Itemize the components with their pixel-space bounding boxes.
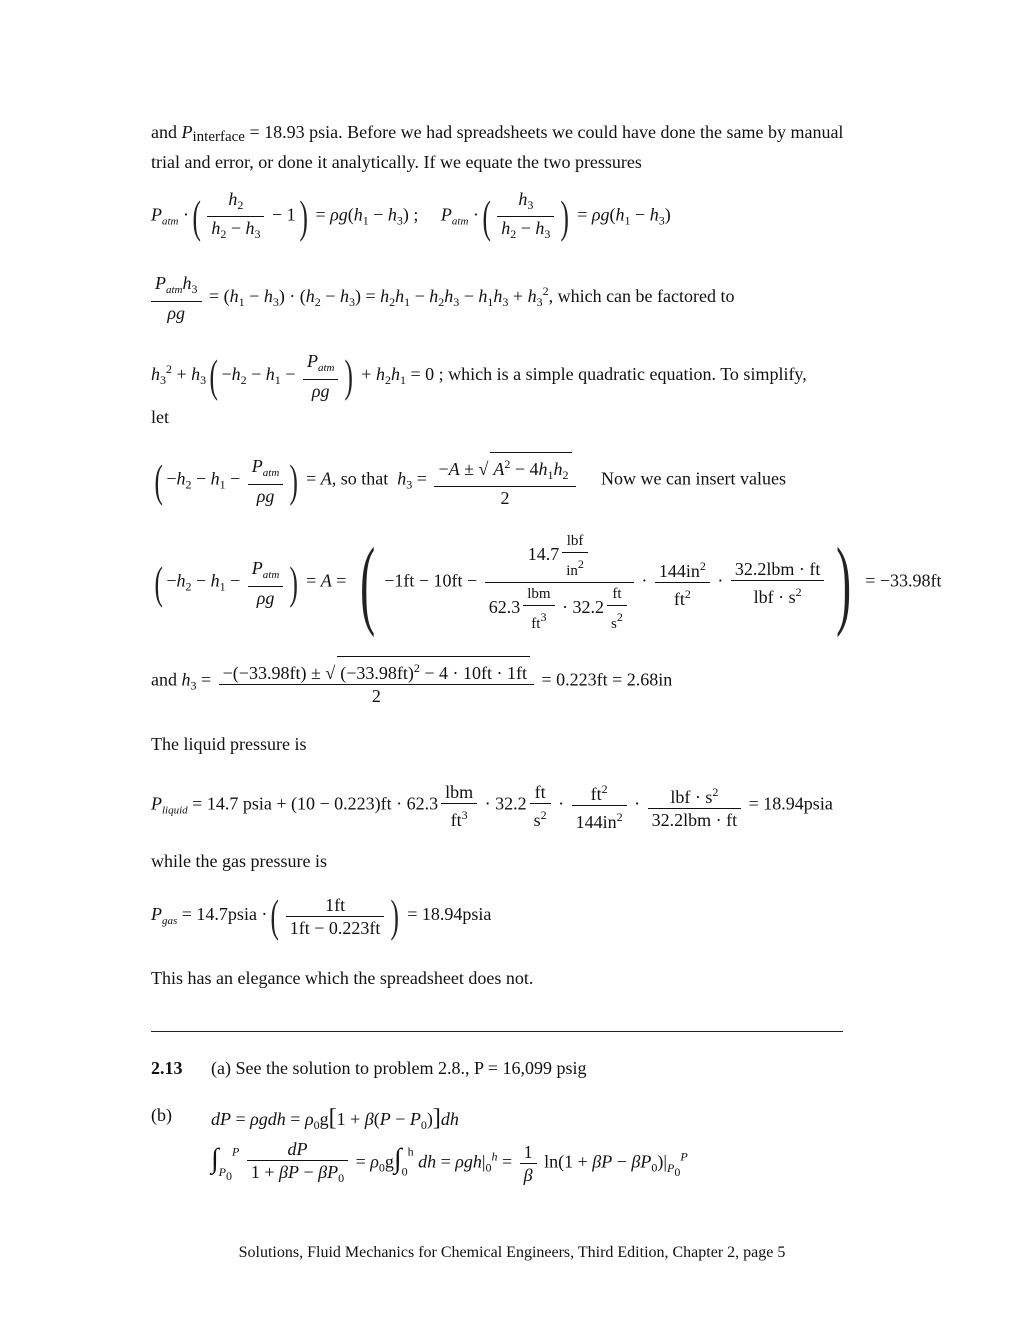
let-text: let: [151, 407, 169, 427]
problem-number: 2.13: [151, 1058, 183, 1078]
equation-gas-pressure: $P_{gas}$ = 14.7psia ·( $\frac{1ft}{1ft - 0.223ft}$ ) = 18.94psia: [151, 890, 492, 941]
equation-quadratic: $h_3^2 + h_3( -h_2 - h_1$ − $\frac{P_{atm}}{\rho g}$ ) + $h_2h_1 = 0$ ; which is a simple quadratic equation. To simplify,: [151, 350, 807, 401]
equation-factored: $\frac{P_{atm}h_3}{\rho g}$ = $(h_1 - h_3) \cdot (h_2 - h_3) = h_2h_1 - h_2h_3 - h_1h_3 + h_3^2$, which can be factored to: [151, 272, 735, 324]
equation-h3-numeric: and $h_3$ = $\frac{-(-33.98ft) \pm √ (-33.98ft)^2 - 4 \cdot 10ft \cdot 1ft}{2}$ = 0.223ft = 2.68in: [151, 656, 672, 707]
equation-dp: dP = $\rho gdh = \rho_0g[1 + \beta(P - P_0)]dh$: [211, 1105, 459, 1132]
equation-a-definition: ( $-h_2 - h_1$ − $\frac{P_{atm}}{\rho g}$ ) = A, so that $h_3$ = $\frac{-A \pm √ A^2 - 4h_1h_2}{2}$ Now we can insert values: [151, 452, 786, 509]
problem-part-b-label: [151, 1105, 172, 1126]
h3-result: = 0.223ft = 2.68in: [541, 669, 673, 690]
equation-a-numeric: ( $-h_2 - h_1$ − $\frac{P_{atm}}{\rho g}$ ) = A = ( −1ft − 10ft − 14.7 $\frac{\text{lbf}}{in^2}$ 62.3 $\frac{\text{lbm}}{ft^3}$ · 32.2 $\frac{ft}{s^2}$ · $\frac{144in^2}{ft^2}$ · $\frac{\text{32.2lbm · ft}}{lbf \cdot s^2}$ ) = −33.98ft: [154, 526, 942, 638]
intro-p-symbol: P: [181, 122, 193, 142]
factored-text: , which can be factored to: [548, 286, 735, 307]
a-result: = −33.98ft: [865, 570, 942, 591]
part-b-label-text: (b): [151, 1105, 172, 1125]
h3-prefix: and: [151, 669, 177, 690]
intro-text-rest: = 18.93 psia. Before we had spreadsheets we could have done the same by manual trial and error, or done it analytically. If we equate the two pressures: [151, 122, 844, 172]
intro-subscript: interface: [192, 129, 245, 145]
equation-liquid-pressure: $P_{liquid} = 14.7$ psia + (10 − 0.223)ft · 62.3 $\frac{\text{lbm}}{ft^3}$ · 32.2 $\frac{ft}{s^2}$ · $\frac{ft^2}{144in^2}$ · $\frac{lbf \cdot s^2}{\text{32.2lbm · ft}}$ = 18.94psia: [151, 778, 833, 833]
problem-part-a: (a) See the solution to problem 2.8., P = 16,099 psig: [211, 1058, 587, 1078]
page-footer: Solutions, Fluid Mechanics for Chemical Engineers, Third Edition, Chapter 2, page 5: [238, 1244, 786, 1261]
equation-integral: $\int_{P_0}^P$ $\frac{dP}{1 + \beta P - \beta P_0}$ = $\rho_0g\int_0^h$ dh = $\rho gh|_0^h$ = $\frac{1}{\beta}$ $\ln(1 + \beta P - \beta P_0)|_{P_0}^P$: [211, 1139, 688, 1185]
equation-pressure-equate: $P_{atm}$ ·( $\frac{h_2}{h_2 - h_3}$ − $1) = \rho g(h_1 - h_3)$ ; $P_{atm}$ ·( $\frac{h_3}{h_2 - h_3}$ ) = $\rho g(h_1 - h_3)$: [151, 189, 671, 242]
elegance-text: This has an elegance which the spreadsheet does not.: [151, 968, 534, 988]
liquid-result: = 18.94psia: [748, 793, 833, 814]
intro-paragraph: [151, 120, 876, 175]
section-divider: [151, 1031, 843, 1032]
intro-text-start: and: [151, 122, 182, 142]
quadratic-text: ; which is a simple quadratic equation. To simplify,: [438, 364, 807, 385]
insert-values-text: Now we can insert values: [601, 468, 786, 489]
problem-2-13: [151, 1058, 586, 1079]
so-that-text: , so that: [331, 468, 389, 489]
gas-pressure-text: while the gas pressure is: [151, 851, 327, 871]
gas-result: = 18.94psia: [407, 904, 492, 925]
liquid-pressure-text: The liquid pressure is: [151, 734, 307, 754]
